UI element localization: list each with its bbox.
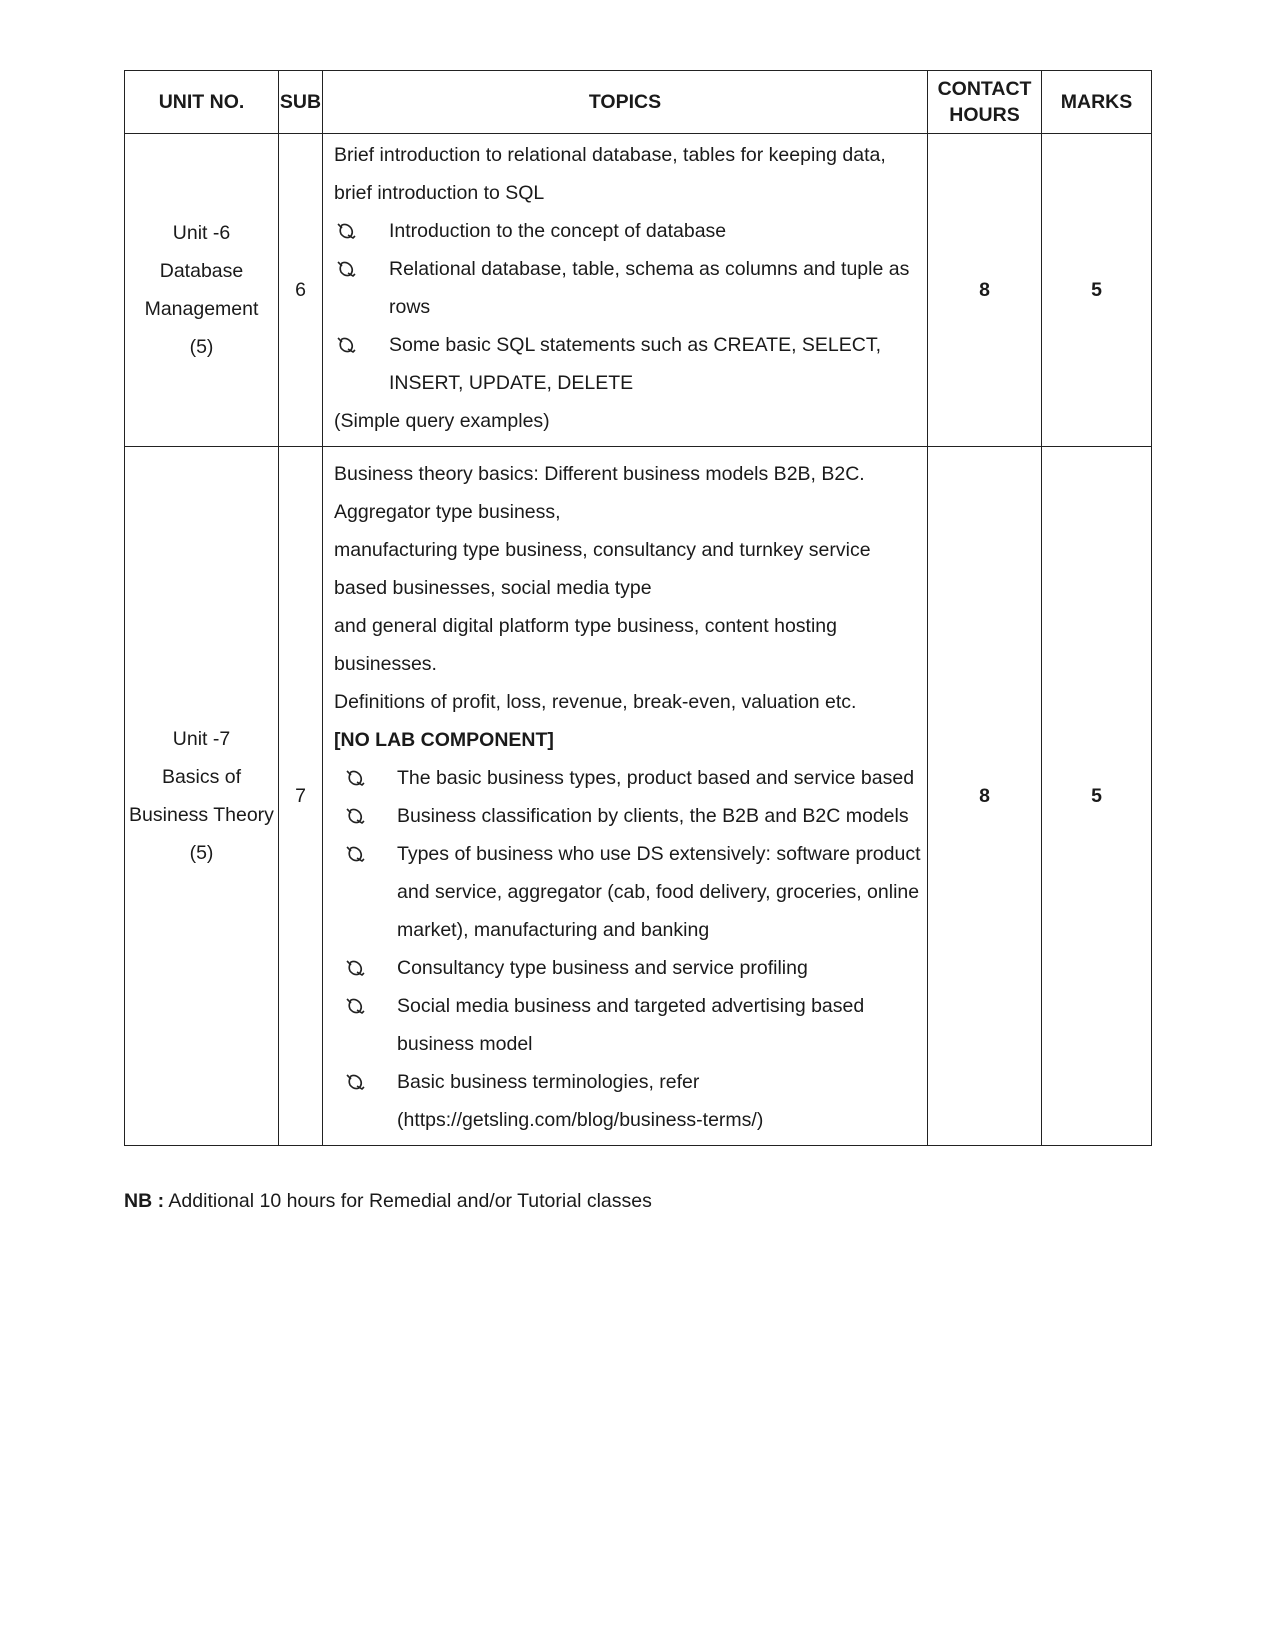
footnote-label: NB : [124, 1190, 165, 1212]
topic-bullet-text: Relational database, table, schema as columns and tuple as rows [389, 258, 910, 318]
lock-rotated-icon [344, 768, 366, 788]
unit-line: (5) [189, 336, 214, 358]
contact-hours-cell: 8 [928, 447, 1042, 1146]
lock-rotated-icon [344, 1072, 366, 1092]
unit-line: Management [144, 298, 259, 320]
topic-bullet-text: Introduction to the concept of database [389, 220, 727, 242]
lock-rotated-icon [335, 335, 357, 355]
header-topics: TOPICS [323, 71, 928, 134]
list-item [334, 987, 923, 1063]
topic-bullet-text: Some basic SQL statements such as CREATE, SELECT, INSERT, UPDATE, DELETE [389, 334, 882, 394]
footnote-text: Additional 10 hours for Remedial and/or Tutorial classes [164, 1190, 652, 1212]
list-item [334, 835, 923, 949]
unit-line: Database [159, 260, 244, 282]
marks-cell: 5 [1042, 447, 1152, 1146]
unit-line: Basics of [161, 766, 242, 788]
topic-bullet-list [334, 212, 923, 402]
list-item [334, 326, 923, 402]
unit-cell [125, 134, 279, 447]
lock-rotated-icon [335, 259, 357, 279]
list-item [334, 1063, 923, 1139]
topic-outro-line: (Simple query examples) [334, 410, 550, 432]
header-contact-hours [928, 71, 1042, 134]
topic-intro-line: manufacturing type business, consultancy and turnkey service [334, 539, 871, 561]
list-item [334, 759, 923, 797]
lock-rotated-icon [344, 996, 366, 1016]
topic-bullet-text: Business classification by clients, the B2B and B2C models [397, 805, 909, 827]
header-row [125, 71, 1152, 134]
sub-cell: 7 [279, 447, 323, 1146]
list-item [334, 212, 923, 250]
unit-line: Unit -7 [172, 728, 231, 750]
unit-line: Unit -6 [172, 222, 231, 244]
topic-bullet-text: Consultancy type business and service profiling [397, 957, 808, 979]
topic-intro-line: Aggregator type business, [334, 501, 561, 523]
list-item [334, 250, 923, 326]
header-contact-hours-line2: HOURS [949, 104, 1020, 126]
lock-rotated-icon [344, 806, 366, 826]
table-row [125, 134, 1152, 447]
topic-intro-line: and general digital platform type business, content hosting [334, 615, 837, 637]
unit-line: (5) [189, 842, 214, 864]
topic-intro-line: Definitions of profit, loss, revenue, break-even, valuation etc. [334, 691, 857, 713]
unit-line: Business Theory [129, 804, 274, 826]
topic-intro-line: based businesses, social media type [334, 577, 652, 599]
topic-bullet-text: Types of business who use DS extensively: software product and service, aggregator (cab, food delivery, groceries, online market), manufacturing and banking [397, 843, 921, 941]
topic-intro-line: brief introduction to SQL [334, 182, 545, 204]
syllabus-table [124, 70, 1152, 1146]
lock-rotated-icon [344, 844, 366, 864]
unit-cell [125, 447, 279, 1146]
topic-intro-line: Business theory basics: Different business models B2B, B2C. [334, 463, 865, 485]
marks-cell: 5 [1042, 134, 1152, 447]
sub-cell: 6 [279, 134, 323, 447]
list-item [334, 949, 923, 987]
list-item [334, 797, 923, 835]
topic-intro-line: Brief introduction to relational database, tables for keeping data, [334, 144, 886, 166]
topics-cell [323, 134, 928, 447]
topic-bullet-text: Social media business and targeted advertising based business model [397, 995, 865, 1055]
table-row [125, 447, 1152, 1146]
header-sub: SUB [279, 71, 323, 134]
topic-bullet-text: The basic business types, product based and service based [397, 767, 915, 789]
header-marks: MARKS [1042, 71, 1152, 134]
topics-cell [323, 447, 928, 1146]
lock-rotated-icon [344, 958, 366, 978]
topic-bullet-list [334, 759, 923, 1139]
header-contact-hours-line1: CONTACT [937, 78, 1032, 100]
footnote [124, 1190, 652, 1213]
topic-intro-line: businesses. [334, 653, 437, 675]
no-lab-component-label: [NO LAB COMPONENT] [334, 729, 554, 751]
topic-bullet-text: Basic business terminologies, refer (https://getsling.com/blog/business-terms/) [397, 1071, 764, 1131]
lock-rotated-icon [335, 221, 357, 241]
contact-hours-cell: 8 [928, 134, 1042, 447]
header-unit-no: UNIT NO. [125, 71, 279, 134]
